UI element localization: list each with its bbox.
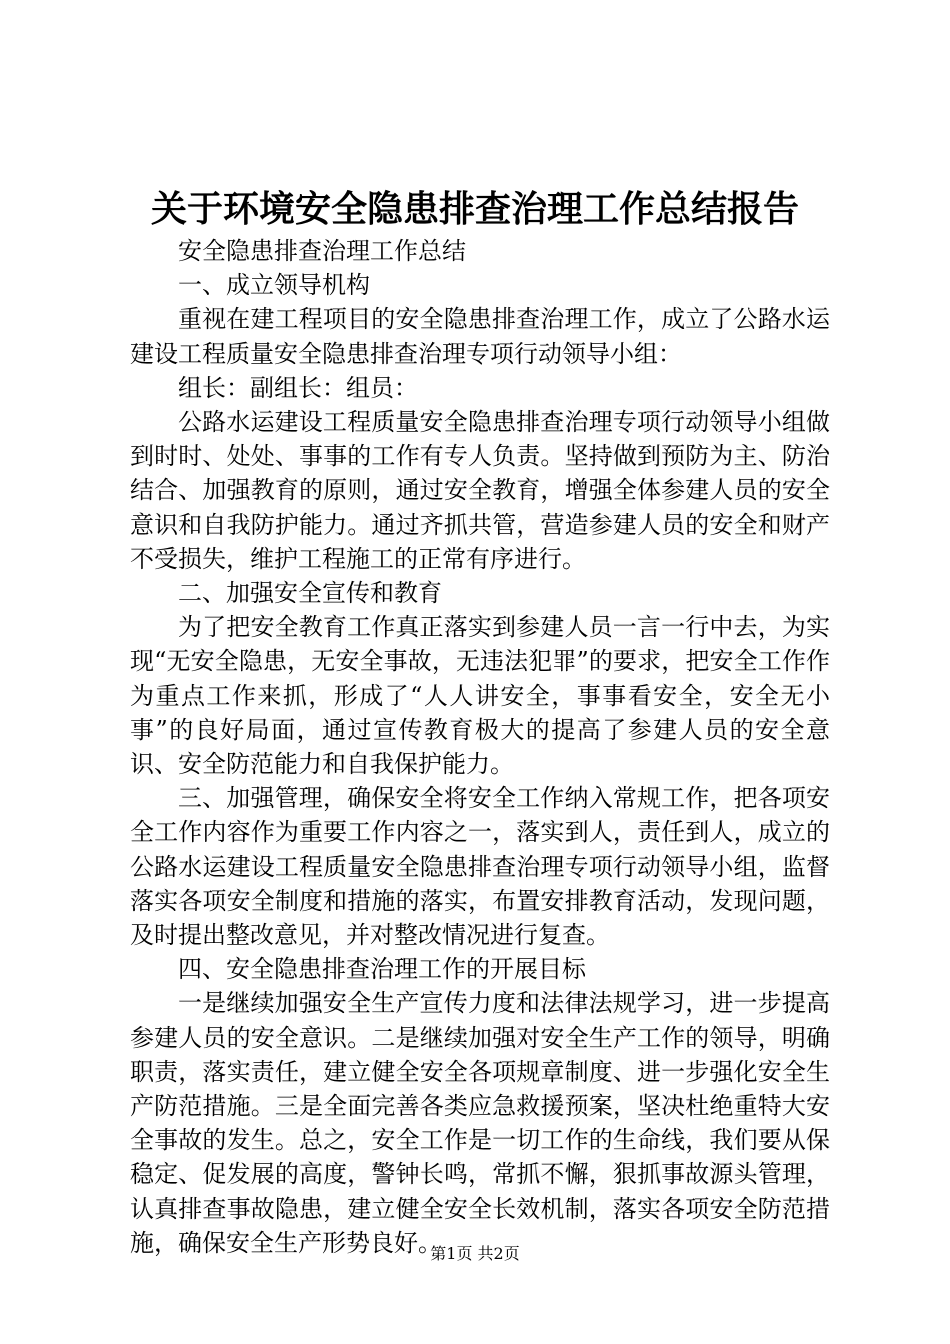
section-heading-1: 一、成立领导机构: [178, 271, 370, 300]
paragraph: 为了把安全教育工作真正落实到参建人员一言一行中去，为实现“无安全隐患，无安全事故，无违法犯罪”的要求，把安全工作作为重点工作来抓，形成了“人人讲安全，事事看安全，安全无小事”的良好局面，通过宣传教育极大的提高了参建人员的安全意识、安全防范能力和自我保护能力。: [130, 613, 830, 779]
document-body: [130, 234, 830, 1260]
section-heading-2: 二、加强安全宣传和教育: [178, 579, 442, 608]
section-heading-4: 四、安全隐患排查治理工作的开展目标: [178, 955, 586, 984]
paragraph: 一是继续加强安全生产宣传力度和法律法规学习，进一步提高参建人员的安全意识。二是继续加强对安全生产工作的领导，明确职责，落实责任，建立健全安全各项规章制度、进一步强化安全生产防范措施。三是全面完善各类应急救援预案，坚决杜绝重特大安全事故的发生。总之，安全工作是一切工作的生命线，我们要从保稳定、促发展的高度，警钟长鸣，常抓不懈，狠抓事故源头管理，认真排查事故隐患，建立健全安全长效机制，落实各项安全防范措施，确保安全生产形势良好。: [130, 989, 830, 1257]
paragraph: 公路水运建设工程质量安全隐患排查治理专项行动领导小组做到时时、处处、事事的工作有专人负责。坚持做到预防为主、防治结合、加强教育的原则，通过安全教育，增强全体参建人员的安全意识和自我防护能力。通过齐抓共管，营造参建人员的安全和财产不受损失，维护工程施工的正常有序进行。: [130, 408, 830, 573]
paragraph: 重视在建工程项目的安全隐患排查治理工作，成立了公路水运建设工程质量安全隐患排查治理专项行动领导小组：: [130, 305, 830, 368]
page-footer: 第1页 共2页: [430, 1244, 520, 1263]
paragraph-subtitle: 安全隐患排查治理工作总结: [178, 237, 466, 265]
paragraph-members: 组长：副组长：组员：: [178, 373, 418, 402]
paragraph-section-3: 三、加强管理，确保安全将安全工作纳入常规工作，把各项安全工作内容作为重要工作内容之一，落实到人，责任到人，成立的公路水运建设工程质量安全隐患排查治理专项行动领导小组，监督落实各项安全制度和措施的落实，布置安排教育活动，发现问题，及时提出整改意见，并对整改情况进行复查。: [130, 784, 830, 950]
document-title: 关于环境安全隐患排查治理工作总结报告: [150, 188, 799, 230]
